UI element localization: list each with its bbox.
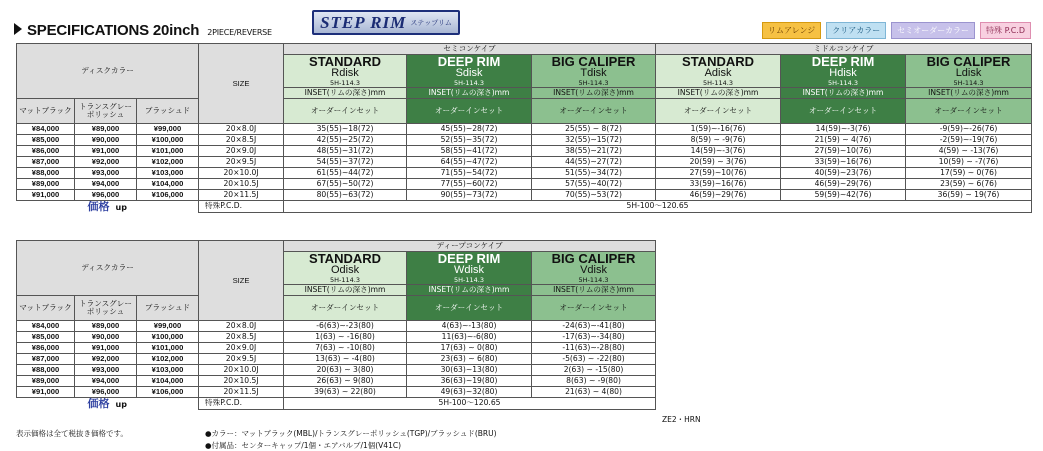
type-name: DEEP RIM [811,54,875,69]
inset-cell: 13(63) ~ -4(80) [284,354,407,365]
disk-name: Sdisk [455,67,483,79]
inset-header: INSET(リムの深さ)mm [781,88,906,99]
special-pcd-label: 特殊P.C.D. [199,201,284,213]
inset-header: INSET(リムの深さ)mm [284,285,407,296]
table-row [17,157,1032,168]
inset-cell: 30(63)~13(80) [407,365,532,376]
badge-special-pcd[interactable]: 特殊 P.C.D [980,22,1031,39]
inset-cell: 45(55)~28(72) [407,124,532,135]
price-cell: ¥94,000 [75,179,137,190]
pcd-value: 5H-114.3 [330,276,361,284]
inset-cell: 48(55)~31(72) [284,146,407,157]
disk-name: Hdisk [829,67,857,79]
size-cell: 20×8.0J [199,321,284,332]
size-cell: 20×10.0J [199,168,284,179]
disk-name: Adisk [704,67,732,79]
inset-cell: 67(55)~50(72) [284,179,407,190]
pcd-value: 5H-114.3 [703,79,734,87]
order-inset-header: オーダーインセット [407,296,532,321]
table-row [17,332,656,343]
inset-cell: 80(55)~63(72) [284,190,407,201]
order-inset-header: オーダーインセット [656,99,781,124]
order-inset-header: オーダーインセット [906,99,1032,124]
badge-semi-order-color[interactable]: セミオーダーカラー [891,22,975,39]
type-name: BIG CALIPER [926,54,1011,69]
price-up-note [17,201,199,213]
special-pcd-range: 5H-100〜120.65 [284,201,1032,213]
inset-cell: 32(55)~15(72) [532,135,656,146]
logo-text: STEP RIM [320,12,407,32]
disk-name: Rdisk [331,67,359,79]
table-row [17,321,656,332]
inset-header: INSET(リムの深さ)mm [906,88,1032,99]
order-inset-header: オーダーインセット [781,99,906,124]
tax-note: 表示価格は全て税抜き価格です。 [16,429,128,438]
header [0,0,1043,40]
price-cell: ¥106,000 [137,387,199,398]
inset-cell: 27(59)~10(76) [781,146,906,157]
group-deep-concave: ディープコンケイブ [284,241,656,252]
price-label: 価格 [87,200,110,212]
size-cell: 20×9.0J [199,146,284,157]
col-matte-black: マットブラック [17,296,75,321]
size-header: SIZE [199,44,284,124]
price-up-note [17,398,199,410]
pcd-value: 5H-114.3 [953,79,984,87]
inset-cell: 17(63) ~ 0(80) [407,343,532,354]
col-brushed: ブラッシュド [137,99,199,124]
inset-cell: 10(59) ~ -7(76) [906,157,1032,168]
type-header-2 [532,252,656,285]
price-cell: ¥104,000 [137,179,199,190]
badge-rim-arrange[interactable]: リムアレンジ [762,22,821,39]
special-pcd-range: 5H-100〜120.65 [284,398,656,410]
inset-cell: 27(59)~10(76) [656,168,781,179]
inset-cell: 23(63) ~ 6(80) [407,354,532,365]
inset-cell: 90(55)~73(72) [407,190,532,201]
inset-cell: 1(59)~-16(76) [656,124,781,135]
price-cell: ¥100,000 [137,135,199,146]
inset-cell: 46(59)~29(76) [781,179,906,190]
table-row [17,365,656,376]
inset-cell: 61(55)~44(72) [284,168,407,179]
size-cell: 20×10.0J [199,365,284,376]
inset-cell: 57(55)~40(72) [532,179,656,190]
table-row [17,387,656,398]
option-badges [762,22,1031,39]
group-semi-concave: セミコンケイブ [284,44,656,55]
inset-cell: 54(55)~37(72) [284,157,407,168]
price-cell: ¥101,000 [137,146,199,157]
type-header-5 [906,55,1032,88]
type-name: DEEP RIM [437,251,501,266]
price-cell: ¥88,000 [17,365,75,376]
type-name: DEEP RIM [437,54,501,69]
price-label: 価格 [87,397,110,409]
size-cell: 20×8.5J [199,332,284,343]
price-cell: ¥92,000 [75,354,137,365]
pcd-value: 5H-114.3 [454,79,485,87]
inset-cell: 70(55)~53(72) [532,190,656,201]
inset-cell: -5(63) ~ -22(80) [532,354,656,365]
inset-cell: -6(63)~-23(80) [284,321,407,332]
size-cell: 20×9.0J [199,343,284,354]
price-cell: ¥91,000 [75,343,137,354]
disk-name: Odisk [330,264,360,276]
inset-cell: 36(63)~19(80) [407,376,532,387]
inset-header: INSET(リムの深さ)mm [407,285,532,296]
inset-cell: 33(59)~16(76) [781,157,906,168]
col-brushed: ブラッシュド [137,296,199,321]
size-cell: 20×9.5J [199,157,284,168]
pcd-value: 5H-114.3 [330,79,361,87]
table-row [17,376,656,387]
size-cell: 20×10.5J [199,376,284,387]
inset-header: INSET(リムの深さ)mm [532,285,656,296]
badge-clear-color[interactable]: クリアカラー [826,22,886,39]
price-cell: ¥90,000 [75,332,137,343]
inset-cell: 77(55)~60(72) [407,179,532,190]
col-trans-gray: トランスグレー ポリッシュ [75,99,137,124]
pcd-value: 5H-114.3 [828,79,859,87]
price-cell: ¥91,000 [75,146,137,157]
special-pcd-label: 特殊P.C.D. [199,398,284,410]
price-cell: ¥88,000 [17,168,75,179]
order-inset-header: オーダーインセット [284,99,407,124]
pcd-value: 5H-114.3 [578,276,609,284]
price-cell: ¥87,000 [17,157,75,168]
inset-header: INSET(リムの深さ)mm [532,88,656,99]
table-row [17,179,1032,190]
page-title [14,22,272,39]
spec-table-deep [16,240,656,410]
inset-cell: 20(59) ~ 3(76) [656,157,781,168]
inset-cell: 14(59)~-3(76) [781,124,906,135]
price-cell: ¥104,000 [137,376,199,387]
price-cell: ¥89,000 [17,179,75,190]
inset-cell: 17(59) ~ 0(76) [906,168,1032,179]
step-rim-logo [312,10,460,35]
inset-header: INSET(リムの深さ)mm [656,88,781,99]
type-header-0 [284,252,407,285]
price-cell: ¥100,000 [137,332,199,343]
inset-cell: 14(59)~-3(76) [656,146,781,157]
price-cell: ¥86,000 [17,343,75,354]
price-cell: ¥93,000 [75,168,137,179]
title-subtitle: 2PIECE/REVERSE [207,28,272,37]
type-name: STANDARD [309,251,382,266]
inset-cell: 23(59) ~ 6(76) [906,179,1032,190]
inset-cell: 25(55) ~ 8(72) [532,124,656,135]
price-cell: ¥85,000 [17,332,75,343]
inset-cell: 44(55)~27(72) [532,157,656,168]
type-header-2 [532,55,656,88]
col-trans-gray: トランスグレー ポリッシュ [75,296,137,321]
triangle-icon [14,23,22,35]
inset-cell: 4(59) ~ -13(76) [906,146,1032,157]
price-cell: ¥89,000 [75,321,137,332]
inset-cell: 35(55)~18(72) [284,124,407,135]
price-cell: ¥96,000 [75,190,137,201]
inset-cell: 38(55)~21(72) [532,146,656,157]
price-cell: ¥91,000 [17,190,75,201]
table-row [17,343,656,354]
price-cell: ¥90,000 [75,135,137,146]
price-cell: ¥101,000 [137,343,199,354]
inset-cell: 46(59)~29(76) [656,190,781,201]
type-header-1 [407,252,532,285]
table-row [17,135,1032,146]
type-header-4 [781,55,906,88]
inset-cell: 4(63)~-13(80) [407,321,532,332]
price-cell: ¥87,000 [17,354,75,365]
price-cell: ¥84,000 [17,321,75,332]
inset-cell: -24(63)~-41(80) [532,321,656,332]
inset-cell: 8(59) ~ -9(76) [656,135,781,146]
type-name: BIG CALIPER [551,251,636,266]
title-text: SPECIFICATIONS 20inch [27,22,200,39]
size-cell: 20×9.5J [199,354,284,365]
inset-cell: 64(55)~47(72) [407,157,532,168]
inset-cell: 40(59)~23(76) [781,168,906,179]
inset-cell: 21(63) ~ 4(80) [532,387,656,398]
price-cell: ¥89,000 [17,376,75,387]
disk-name: Tdisk [580,67,607,79]
inset-cell: 7(63) ~ -10(80) [284,343,407,354]
pcd-value: 5H-114.3 [454,276,485,284]
price-cell: ¥84,000 [17,124,75,135]
disk-name: Wdisk [454,264,484,276]
price-cell: ¥99,000 [137,321,199,332]
size-cell: 20×8.5J [199,135,284,146]
disk-color-header: ディスクカラー [17,44,199,99]
inset-cell: 59(59)~42(76) [781,190,906,201]
inset-cell: 33(59)~16(76) [656,179,781,190]
inset-header: INSET(リムの深さ)mm [284,88,407,99]
parts-note: ●付属品：センターキャップ/1個・エアバルブ/1個(V41C) [205,441,402,450]
inset-cell: 71(55)~54(72) [407,168,532,179]
pcd-value: 5H-114.3 [578,79,609,87]
price-cell: ¥94,000 [75,376,137,387]
price-cell: ¥92,000 [75,157,137,168]
price-cell: ¥99,000 [137,124,199,135]
order-inset-header: オーダーインセット [532,99,656,124]
size-cell: 20×10.5J [199,179,284,190]
size-header: SIZE [199,241,284,321]
inset-cell: 36(59) ~ 19(76) [906,190,1032,201]
inset-cell: 8(63) ~ -9(80) [532,376,656,387]
price-cell: ¥96,000 [75,387,137,398]
table-row [17,190,1032,201]
table-row [17,146,1032,157]
table-row [17,168,1032,179]
inset-cell: 21(59) ~ 4(76) [781,135,906,146]
size-cell: 20×11.5J [199,387,284,398]
type-header-0 [284,55,407,88]
inset-cell: -2(59)~-19(76) [906,135,1032,146]
inset-cell: 1(63) ~ -16(80) [284,332,407,343]
inset-cell: 51(55)~34(72) [532,168,656,179]
type-name: STANDARD [309,54,382,69]
price-cell: ¥91,000 [17,387,75,398]
color-note: ●カラー：マットブラック(MBL)/トランスグレーポリッシュ(TGP)/ブラッシュド(BRU) [205,429,497,438]
inset-cell: -11(63)~-28(80) [532,343,656,354]
price-cell: ¥89,000 [75,124,137,135]
order-inset-header: オーダーインセット [284,296,407,321]
inset-header: INSET(リムの深さ)mm [407,88,532,99]
size-cell: 20×8.0J [199,124,284,135]
price-cell: ¥103,000 [137,365,199,376]
col-matte-black: マットブラック [17,99,75,124]
type-header-3 [656,55,781,88]
price-cell: ¥85,000 [17,135,75,146]
price-cell: ¥86,000 [17,146,75,157]
type-name: STANDARD [682,54,755,69]
price-cell: ¥102,000 [137,354,199,365]
inset-cell: 42(55)~25(72) [284,135,407,146]
disk-name: Ldisk [955,67,982,79]
order-inset-header: オーダーインセット [407,99,532,124]
inset-cell: 58(55)~41(72) [407,146,532,157]
inset-cell: 49(63)~32(80) [407,387,532,398]
inset-cell: 2(63) ~ -15(80) [532,365,656,376]
price-cell: ¥93,000 [75,365,137,376]
inset-cell: -17(63)~-34(80) [532,332,656,343]
inset-cell: 26(63) ~ 9(80) [284,376,407,387]
inset-cell: 20(63) ~ 3(80) [284,365,407,376]
spec-table-middle [16,43,1032,213]
price-cell: ¥102,000 [137,157,199,168]
model-code: ZE2・HRN [662,415,701,424]
size-cell: 20×11.5J [199,190,284,201]
group-middle-concave: ミドルコンケイブ [656,44,1032,55]
price-cell: ¥106,000 [137,190,199,201]
up-label: up [115,203,127,212]
table-row [17,124,1032,135]
logo-kana: ステップリム [410,18,452,27]
inset-cell: 39(63) ~ 22(80) [284,387,407,398]
inset-cell: 52(55)~35(72) [407,135,532,146]
inset-cell: -9(59)~-26(76) [906,124,1032,135]
disk-name: Vdisk [580,264,607,276]
order-inset-header: オーダーインセット [532,296,656,321]
price-cell: ¥103,000 [137,168,199,179]
type-header-1 [407,55,532,88]
type-name: BIG CALIPER [551,54,636,69]
disk-color-header: ディスクカラー [17,241,199,296]
up-label: up [115,400,127,409]
inset-cell: 11(63)~-6(80) [407,332,532,343]
table-row [17,354,656,365]
